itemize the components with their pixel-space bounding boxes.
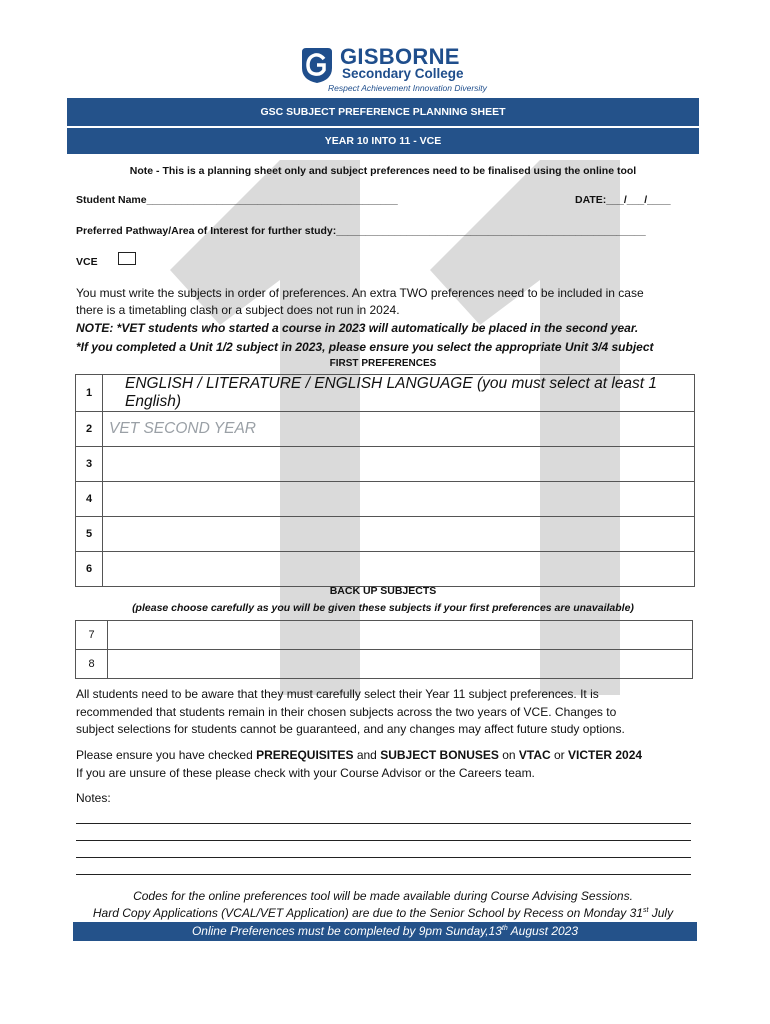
prereq-text-a: Please ensure you have checked — [76, 748, 257, 762]
notes-line[interactable] — [76, 840, 691, 841]
table-row — [76, 552, 695, 587]
subject-bonuses-keyword: SUBJECT BONUSES — [380, 748, 499, 762]
prereq-text-e: on — [498, 748, 519, 762]
school-motto: Respect Achievement Innovation Diversity — [328, 83, 487, 93]
table-row — [76, 482, 695, 517]
unit-note: *If you completed a Unit 1/2 subject in 2023, please ensure you select the appropriate Unit 3/4 subject — [76, 340, 654, 354]
advice-line-3: subject selections for students cannot be guaranteed, and any changes may affect future study options. — [76, 722, 625, 736]
vtac-keyword: VTAC — [518, 748, 551, 762]
first-preferences-title: FIRST PREFERENCES — [329, 358, 437, 369]
date-field[interactable]: DATE:___/___/____ — [575, 194, 671, 206]
backup-subjects-subtitle: (please choose carefully as you will be given these subjects if your first preferences are unavailable) — [132, 602, 634, 614]
table-row — [76, 621, 693, 650]
advisor-line: If you are unsure of these please check with your Course Advisor or the Careers team. — [76, 766, 535, 780]
row-number: 1 — [76, 375, 103, 412]
hard-copy-sup: st — [642, 907, 649, 914]
table-row — [76, 412, 695, 447]
backup-subjects-title: BACK UP SUBJECTS — [329, 585, 437, 597]
preference-cell[interactable] — [103, 482, 695, 517]
prereq-text-g: or — [550, 748, 569, 762]
backup-subjects-table — [75, 620, 693, 679]
backup-cell[interactable] — [108, 650, 693, 679]
vce-label: VCE — [76, 256, 98, 268]
advice-line-2: recommended that students remain in their chosen subjects across the two years of VCE. Changes to — [76, 705, 617, 719]
table-row — [76, 517, 695, 552]
sheet-title: GSC SUBJECT PREFERENCE PLANNING SHEET — [67, 98, 699, 126]
notes-line[interactable] — [76, 874, 691, 875]
instruction-line-1: You must write the subjects in order of preferences. An extra TWO preferences need to be included in case — [76, 286, 644, 300]
vet-note: NOTE: *VET students who started a course in 2023 will automatically be placed in the second year. — [76, 321, 639, 335]
first-preferences-table — [75, 374, 695, 587]
sheet-subtitle: YEAR 10 INTO 11 - VCE — [67, 128, 699, 154]
notes-line[interactable] — [76, 823, 691, 824]
row-number: 2 — [76, 412, 103, 447]
prerequisites-line — [76, 748, 642, 762]
preference-cell[interactable]: VET SECOND YEAR — [103, 412, 695, 447]
online-deadline-sup: th — [501, 925, 508, 932]
planning-note: Note - This is a planning sheet only and subject preferences need to be finalised using the online tool — [129, 165, 637, 177]
notes-line[interactable] — [76, 857, 691, 858]
preference-cell[interactable]: ENGLISH / LITERATURE / ENGLISH LANGUAGE (you must select at least 1 English) — [103, 375, 695, 412]
table-row — [76, 375, 695, 412]
table-row — [76, 447, 695, 482]
notes-label: Notes: — [76, 791, 111, 805]
backup-cell[interactable] — [108, 621, 693, 650]
online-deadline-banner — [73, 922, 697, 941]
school-logo — [298, 44, 487, 96]
vce-checkbox[interactable] — [118, 252, 136, 265]
online-deadline-text: Online Preferences must be completed by 9pm Sunday,13 — [191, 924, 502, 938]
prereq-text-c: and — [353, 748, 381, 762]
preference-cell[interactable] — [103, 517, 695, 552]
row-number: 8 — [76, 650, 108, 679]
hard-copy-text: Hard Copy Applications (VCAL/VET Application) are due to the Senior School by Recess on Monday 31 — [92, 906, 643, 920]
instruction-line-2: there is a timetabling clash or a subject does not run in 2024. — [76, 303, 400, 317]
row-number: 7 — [76, 621, 108, 650]
advice-line-1: All students need to be aware that they must carefully select their Year 11 subject preferences. It is — [76, 687, 599, 701]
school-subtitle: Secondary College — [342, 66, 464, 81]
student-name-field[interactable]: Student Name___________________________________________ — [76, 194, 398, 206]
hard-copy-notice — [67, 906, 699, 920]
row-number: 5 — [76, 517, 103, 552]
school-name: GISBORNE — [340, 44, 460, 69]
row-number: 3 — [76, 447, 103, 482]
row-number: 4 — [76, 482, 103, 517]
preference-cell[interactable] — [103, 552, 695, 587]
table-row — [76, 650, 693, 679]
school-crest-icon — [298, 46, 336, 84]
codes-notice: Codes for the online preferences tool will be made available during Course Advising Sessions. — [133, 889, 633, 903]
prerequisites-keyword: PREREQUISITES — [256, 748, 354, 762]
preference-cell[interactable] — [103, 447, 695, 482]
row-number: 6 — [76, 552, 103, 587]
online-deadline-end: August 2023 — [507, 924, 579, 938]
hard-copy-end: July — [648, 906, 674, 920]
pathway-field[interactable]: Preferred Pathway/Area of Interest for further study:_____________________________________________________ — [76, 225, 646, 237]
victer-keyword: VICTER 2024 — [568, 748, 643, 762]
